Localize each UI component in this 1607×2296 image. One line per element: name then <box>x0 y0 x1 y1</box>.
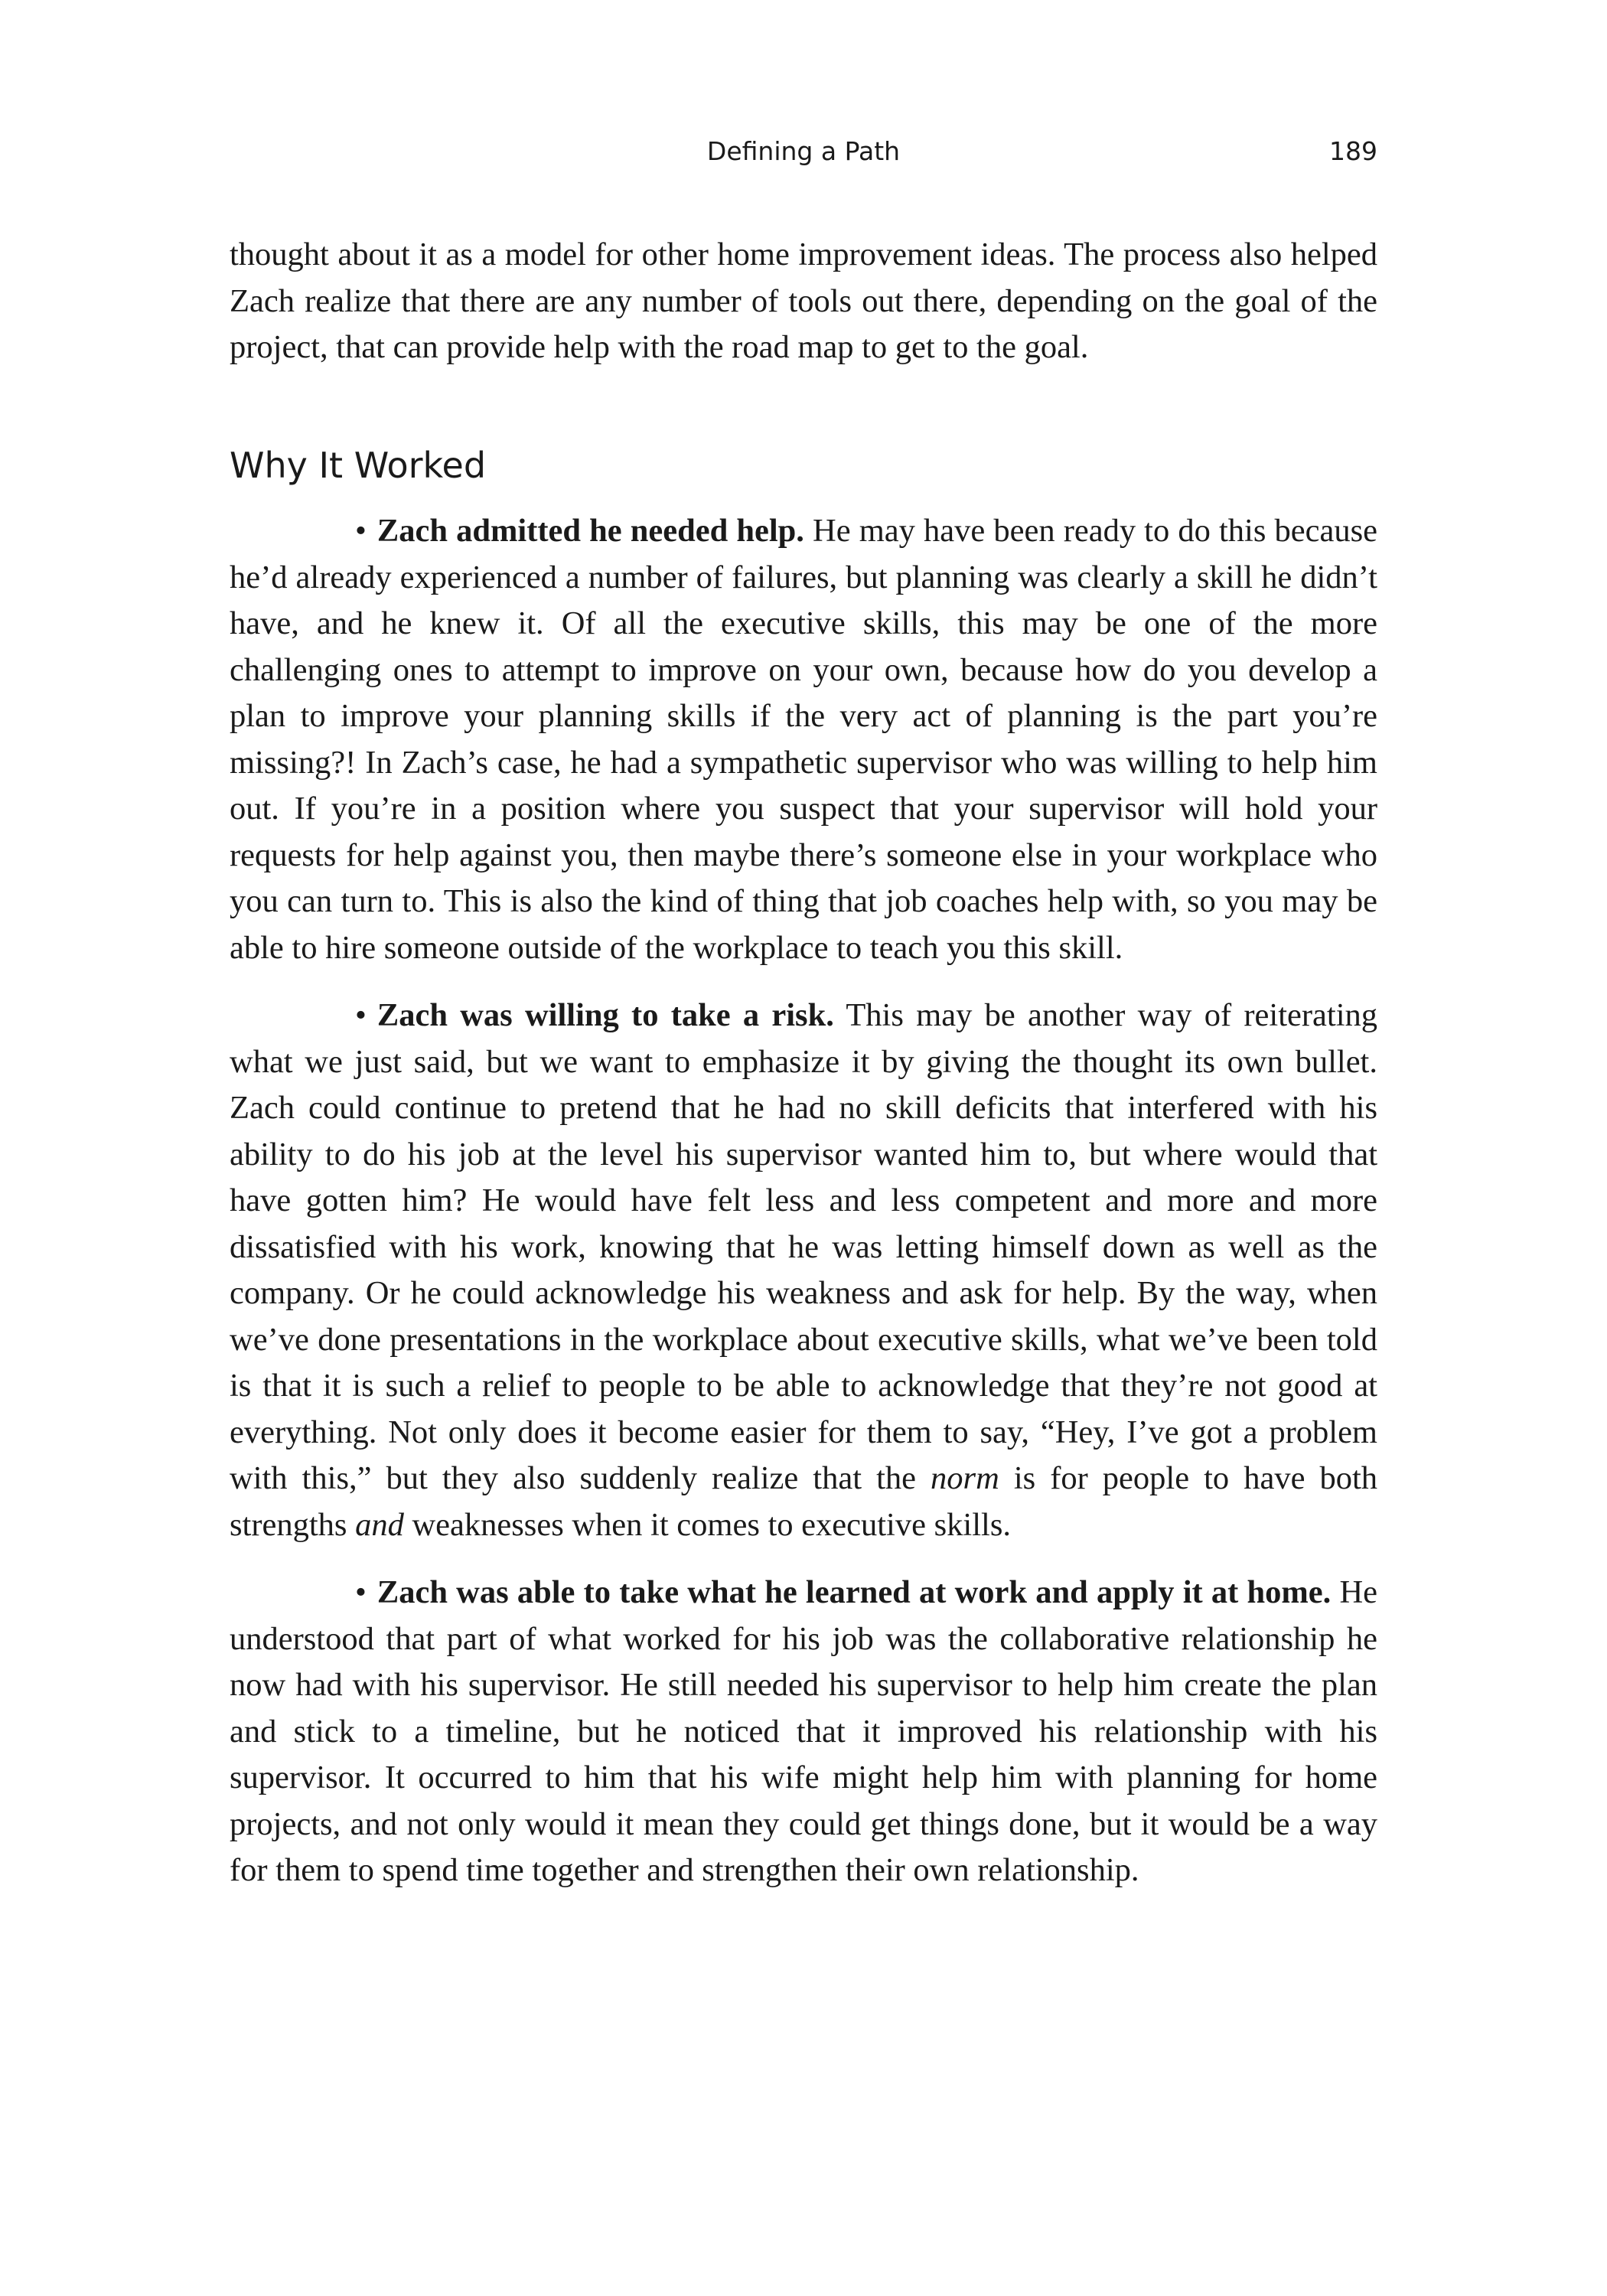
bullet-lead: Zach was able to take what he learned at work and apply it at home. <box>376 1574 1332 1610</box>
emphasis-and: and <box>355 1506 404 1543</box>
bullet-body: This may be another way of reiterating what we just said, but we want to emphasize it by giving the thought its own bullet. Zach could continue to pretend that he had no skill deficits that interfered with his ability to do his job at the level his supervisor wanted him to, but where would that have gotten him? He would have felt less and less competent and more and more dissatisfied with his work, knowing that he was letting himself down as well as the company. Or he could acknowledge his weakness and ask for help. By the way, when we’ve done presentations in the workplace about executive skills, what we’ve been told is that it is such a relief to people to be able to acknowledge that they’re not good at everything. Not only does it become easier for them to say, “Hey, I’ve got a problem with this,” but they also suddenly realize that the <box>230 997 1377 1496</box>
bullet-list <box>230 508 1377 1916</box>
running-title: Defining a Path <box>706 136 901 166</box>
intro-paragraph: thought about it as a model for other home improvement ideas. The process also helped Zach realize that there are any number of tools out there, depending on the goal of the project, that can provide help with the road map to get to the goal. <box>230 236 1377 365</box>
bullet-body: He may have been ready to do this because he’d already experienced a number of failures, but planning was clearly a skill he didn’t have, and he knew it. Of all the executive skills, this may be one of the more challenging ones to attempt to improve on your own, because how do you develop a plan to improve your planning skills if the very act of planning is the part you’re missing?! In Zach’s case, he had a sympathetic supervisor who was willing to help him out. If you’re in a position where you suspect that your supervisor will hold your requests for help against you, then maybe there’s someone else in your workplace who you can turn to. This is also the kind of thing that job coaches help with, so you may be able to hire someone outside of the workplace to teach you this skill. <box>230 513 1377 966</box>
bullet-lead: Zach admitted he needed help. <box>376 513 804 549</box>
bullet-marker: • <box>355 997 367 1033</box>
book-page <box>230 0 1377 2296</box>
bullet-item-take-risk <box>230 993 1377 1548</box>
emphasis-norm: norm <box>931 1460 999 1496</box>
page-number: 189 <box>1329 136 1377 166</box>
bullet-item-apply-at-home <box>230 1570 1377 1894</box>
bullet-body-cont: is for people to have both strengths <box>230 1460 1378 1543</box>
bullet-lead: Zach was willing to take a risk. <box>376 997 834 1033</box>
bullet-marker: • <box>355 513 367 549</box>
section-heading: Why It Worked <box>230 445 487 486</box>
bullet-item-admitted-help <box>230 508 1377 971</box>
bullet-marker: • <box>355 1574 367 1610</box>
bullet-body-end: weaknesses when it comes to executive skills. <box>412 1506 1011 1543</box>
bullet-body: He understood that part of what worked for his job was the collaborative relationship he now had with his supervisor. He still needed his supervisor to help him create the plan and stick to a timeline, but he noticed that it improved his relationship with his supervisor. It occurred to him that his wife might help him with planning for home projects, and not only would it mean they could get things done, but it would be a way for them to spend time together and strengthen their own relationship. <box>230 1574 1378 1888</box>
running-header <box>230 136 1377 174</box>
intro-text <box>230 232 1377 371</box>
